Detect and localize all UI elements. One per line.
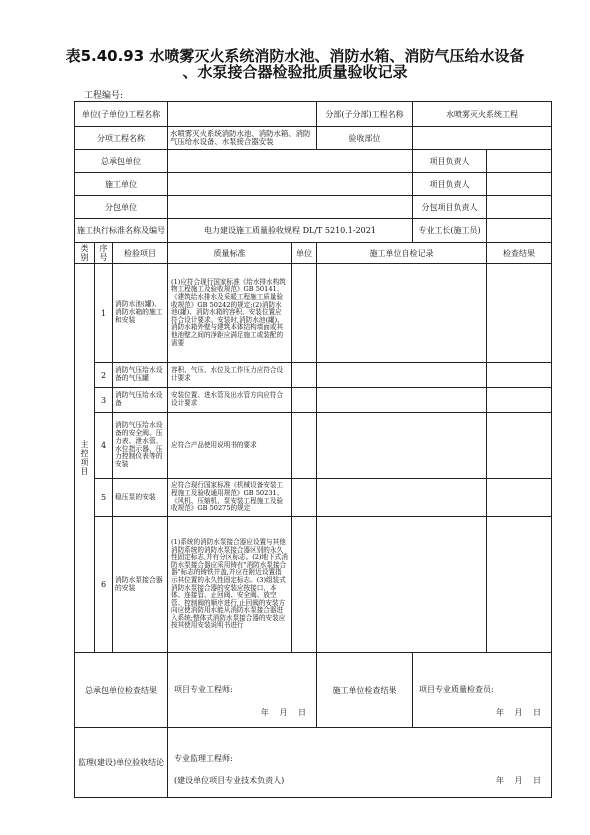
row-item: 消防水泵接合器的安装 <box>113 517 168 653</box>
qc-inspector-sign[interactable] <box>413 653 552 728</box>
row-standard: 应符合产品使用说明书的要求 <box>168 413 292 479</box>
project-manager-value[interactable] <box>487 150 552 173</box>
gc-result-label: 总承包单位检查结果 <box>75 653 168 728</box>
supervision-sign[interactable] <box>168 728 552 798</box>
owner-tech-label: (建设单位项目专业技术负责人) <box>174 776 285 785</box>
row-result[interactable] <box>487 388 552 413</box>
foreman-label: 专业工长(施工员) <box>413 219 487 243</box>
row-self-check[interactable] <box>317 479 487 517</box>
unit-project-value[interactable] <box>168 102 317 127</box>
row-unit[interactable] <box>292 264 317 363</box>
constr-result-label: 施工单位检查结果 <box>317 653 413 728</box>
page-title: 表5.40.93 水喷雾灭火系统消防水池、消防水箱、消防气压给水设备 <box>65 47 525 65</box>
sub-pm-value[interactable] <box>487 196 552 219</box>
col-item: 检验项目 <box>113 243 168 264</box>
row-standard: 容积、气压、水位及工作压力应符合设计要求 <box>168 363 292 388</box>
row-result[interactable] <box>487 363 552 388</box>
table-row <box>75 264 552 363</box>
supervision-date: 年 月 日 <box>495 776 542 785</box>
row-unit[interactable] <box>292 517 317 653</box>
row-unit[interactable] <box>292 388 317 413</box>
row-item: 消防水池(罐)、消防水箱的施工和安装 <box>113 264 168 363</box>
row-no: 5 <box>95 479 113 517</box>
row-self-check[interactable] <box>317 517 487 653</box>
supervision-engineer-label: 专业监理工程师: <box>174 754 233 763</box>
page-title-line2: 、水泵接合器检验批质量验收记录 <box>182 63 408 81</box>
supervision-label: 监理(建设)单位验收结论 <box>75 728 168 798</box>
row-no: 6 <box>95 517 113 653</box>
project-manager-label-2: 项目负责人 <box>413 173 487 196</box>
row-self-check[interactable] <box>317 413 487 479</box>
row-result[interactable] <box>487 264 552 363</box>
row-self-check[interactable] <box>317 264 487 363</box>
sub-pm-label: 分包项目负责人 <box>413 196 487 219</box>
acceptance-part-value[interactable] <box>413 127 552 150</box>
standard-value[interactable]: 电力建设施工质量验收规程 DL/T 5210.1-2021 <box>168 219 413 243</box>
row-standard: 安装位置、进水管及出水管方向应符合设计要求 <box>168 388 292 413</box>
row-result[interactable] <box>487 517 552 653</box>
subdivision-label: 分部(子分部)工程名称 <box>317 102 413 127</box>
standard-label: 施工执行标准名称及编号 <box>75 219 168 243</box>
acceptance-part-label: 验收部位 <box>317 127 413 150</box>
project-number-label: 工程编号: <box>84 91 124 101</box>
col-no: 序号 <box>95 243 113 264</box>
qc-date: 年 月 日 <box>495 708 542 717</box>
table-row <box>75 413 552 479</box>
subcontractor-value[interactable] <box>168 196 413 219</box>
qc-inspector-label: 项目专业质量检查员: <box>419 685 494 694</box>
col-unit: 单位 <box>292 243 317 264</box>
row-item: 消防气压给水设备 <box>113 388 168 413</box>
subdivision-value[interactable]: 水喷雾灭火系统工程 <box>413 102 552 127</box>
row-item: 稳压泵的安装 <box>113 479 168 517</box>
col-category: 类别 <box>75 243 95 264</box>
unit-project-label: 单位(子单位)工程名称 <box>75 102 168 127</box>
foreman-value[interactable] <box>487 219 552 243</box>
project-manager-value-2[interactable] <box>487 173 552 196</box>
row-item: 消防气压给水设备的安全阀、压力表、泄水管、水位指示器、压力控制仪表等的安装 <box>113 413 168 479</box>
gc-engineer-sign[interactable] <box>168 653 317 728</box>
table-row <box>75 479 552 517</box>
row-result[interactable] <box>487 413 552 479</box>
row-unit[interactable] <box>292 479 317 517</box>
row-result[interactable] <box>487 479 552 517</box>
table-row <box>75 388 552 413</box>
construction-unit-value[interactable] <box>168 173 413 196</box>
row-no: 1 <box>95 264 113 363</box>
construction-unit-label: 施工单位 <box>75 173 168 196</box>
sub-item-label: 分项工程名称 <box>75 127 168 150</box>
row-unit[interactable] <box>292 413 317 479</box>
row-self-check[interactable] <box>317 363 487 388</box>
row-item: 消防气压给水设备的气压罐 <box>113 363 168 388</box>
category-main: 主控项目 <box>75 264 95 653</box>
subcontractor-label: 分包单位 <box>75 196 168 219</box>
row-standard: 应符合现行国家标准《机械设备安装工程施工及验收通用规范》GB 50231、《风机、压缩机、泵安装工程施工及验收规范》GB 50275的规定 <box>168 479 292 517</box>
project-manager-label: 项目负责人 <box>413 150 487 173</box>
general-contractor-value[interactable] <box>168 150 413 173</box>
row-self-check[interactable] <box>317 388 487 413</box>
row-no: 4 <box>95 413 113 479</box>
row-standard: (1)系统的消防水泵接合器应设置与其他消防系统的消防水泵接合器区别的永久性固定标志,并有分区标志。(2)地下式消防水泵接合器应采用铸有"消防水泵接合器"标志的铸铁井盖,并应在附近设置指示其位置的永久性固定标志。(3)组装式消防水泵接合器的安装应按接口、本体、连接管、止回阀、安全阀、放空管、控制阀的顺序进行,止回阀的安装方向应使消防用水能从消防水泵接合器进入系统;整体式消防水泵接合器的安装应按其使用安装说明书进行 <box>168 517 292 653</box>
sub-item-value[interactable]: 水喷雾灭火系统消防水池、消防水箱、消防气压给水设备、水泵接合器安装 <box>168 127 317 150</box>
col-standard: 质量标准 <box>168 243 292 264</box>
general-contractor-label: 总承包单位 <box>75 150 168 173</box>
row-unit[interactable] <box>292 363 317 388</box>
row-standard: (1)应符合现行国家标准《给水排水构筑物工程施工及验收规范》GB 50141、《建筑给水排水及采暖工程施工质量验收规范》GB 50242的规定;(2)消防水池(罐)、消防水箱的容积、安装位置应符合设计要求。安装时,消防水池(罐)、消防水箱外壁与建筑本体结构墙面或其他池壁之间的净距应满足施工或装配的需要 <box>168 264 292 363</box>
col-self-check: 施工单位自检记录 <box>317 243 487 264</box>
gc-engineer-label: 项目专业工程师: <box>174 685 233 694</box>
col-result: 检查结果 <box>487 243 552 264</box>
gc-date: 年 月 日 <box>260 708 306 717</box>
row-no: 2 <box>95 363 113 388</box>
acceptance-record-table <box>74 101 552 798</box>
row-no: 3 <box>95 388 113 413</box>
table-row <box>75 517 552 653</box>
table-row <box>75 363 552 388</box>
